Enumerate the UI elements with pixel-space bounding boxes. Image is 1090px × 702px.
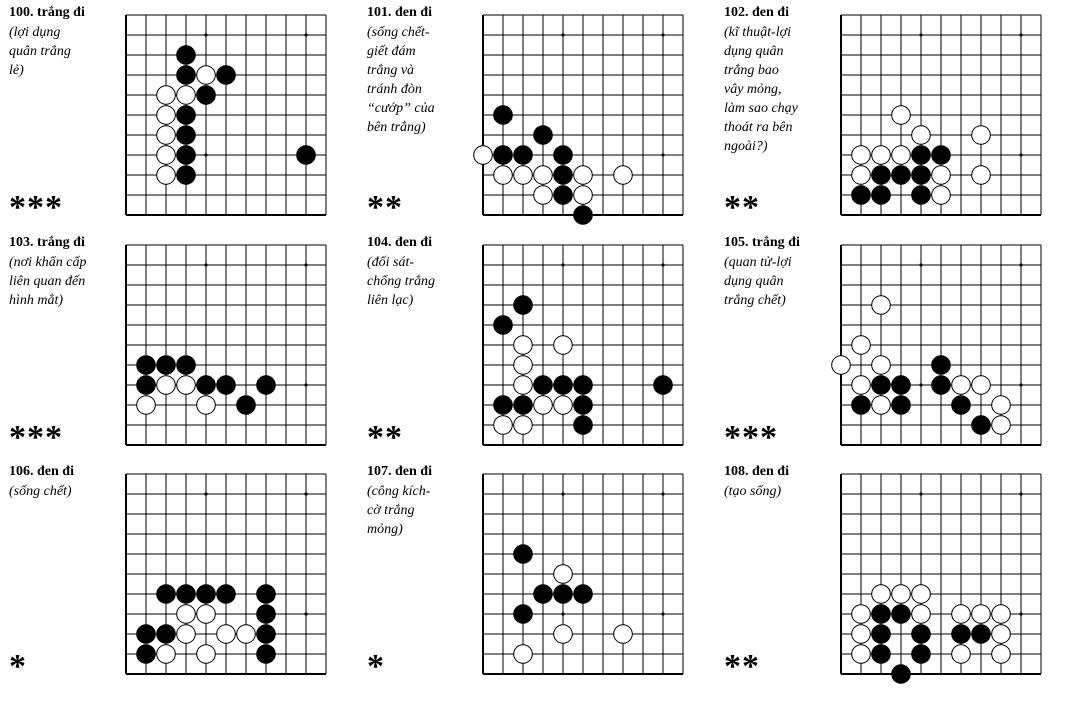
description-line: (đối sát- bbox=[367, 255, 415, 270]
white-stone bbox=[157, 376, 176, 395]
black-stone bbox=[514, 605, 533, 624]
black-stone bbox=[177, 66, 196, 85]
white-stone bbox=[892, 585, 911, 604]
black-stone bbox=[534, 126, 553, 145]
white-stone bbox=[177, 86, 196, 105]
black-stone bbox=[177, 356, 196, 375]
black-stone bbox=[514, 396, 533, 415]
description-line: (tạo sống) bbox=[724, 484, 782, 499]
white-stone bbox=[992, 605, 1011, 624]
to-play-label: đen đi bbox=[37, 464, 74, 479]
description-line: liên lạc) bbox=[367, 293, 414, 308]
star-point bbox=[304, 383, 307, 386]
white-stone bbox=[952, 605, 971, 624]
description-line: ngoài?) bbox=[724, 139, 768, 154]
difficulty-stars: ** bbox=[724, 648, 760, 685]
description-line: (quan tử-lợi bbox=[724, 255, 792, 270]
to-play-label: đen đi bbox=[395, 464, 432, 479]
description-line: quân trắng bbox=[9, 44, 71, 59]
difficulty-stars: * bbox=[9, 648, 27, 685]
black-stone bbox=[197, 86, 216, 105]
black-stone bbox=[872, 376, 891, 395]
description-line: (kĩ thuật-lợi bbox=[724, 25, 791, 40]
problem-title bbox=[9, 235, 85, 251]
white-stone bbox=[872, 146, 891, 165]
go-board bbox=[829, 243, 1043, 457]
black-stone bbox=[257, 376, 276, 395]
white-stone bbox=[157, 146, 176, 165]
description-line: “cướp” của bbox=[367, 101, 435, 116]
white-stone bbox=[157, 166, 176, 185]
problem-title bbox=[367, 235, 432, 251]
black-stone bbox=[554, 166, 573, 185]
problem-number: 103. bbox=[9, 235, 34, 250]
black-stone bbox=[892, 376, 911, 395]
white-stone bbox=[992, 396, 1011, 415]
black-stone bbox=[872, 625, 891, 644]
description-line: trắng bao bbox=[724, 63, 779, 78]
star-point bbox=[1019, 33, 1022, 36]
black-stone bbox=[534, 376, 553, 395]
black-stone bbox=[892, 166, 911, 185]
white-stone bbox=[197, 605, 216, 624]
problem-title bbox=[724, 5, 789, 21]
star-point bbox=[919, 383, 922, 386]
star-point bbox=[661, 33, 664, 36]
black-stone bbox=[494, 316, 513, 335]
problem-description bbox=[9, 482, 119, 501]
go-board bbox=[471, 243, 685, 457]
star-point bbox=[919, 492, 922, 495]
black-stone bbox=[972, 625, 991, 644]
problem-description bbox=[367, 482, 477, 539]
black-stone bbox=[257, 585, 276, 604]
to-play-label: đen đi bbox=[752, 5, 789, 20]
star-point bbox=[204, 33, 207, 36]
white-stone bbox=[832, 356, 851, 375]
description-line: lẻ) bbox=[9, 63, 24, 78]
black-stone bbox=[157, 356, 176, 375]
star-point bbox=[919, 263, 922, 266]
white-stone bbox=[614, 166, 633, 185]
black-stone bbox=[157, 585, 176, 604]
white-stone bbox=[157, 106, 176, 125]
black-stone bbox=[912, 146, 931, 165]
white-stone bbox=[852, 605, 871, 624]
problem-title bbox=[367, 464, 432, 480]
black-stone bbox=[892, 605, 911, 624]
white-stone bbox=[852, 376, 871, 395]
star-point bbox=[1019, 263, 1022, 266]
star-point bbox=[204, 263, 207, 266]
problem-description bbox=[367, 253, 477, 310]
black-stone bbox=[177, 585, 196, 604]
star-point bbox=[919, 33, 922, 36]
white-stone bbox=[514, 645, 533, 664]
white-stone bbox=[952, 645, 971, 664]
black-stone bbox=[872, 605, 891, 624]
white-stone bbox=[197, 396, 216, 415]
black-stone bbox=[574, 376, 593, 395]
description-line: (công kích- bbox=[367, 484, 431, 499]
description-line: tránh đòn bbox=[367, 82, 422, 97]
black-stone bbox=[554, 376, 573, 395]
difficulty-stars: *** bbox=[9, 419, 63, 456]
white-stone bbox=[574, 166, 593, 185]
description-line: làm sao chạy bbox=[724, 101, 798, 116]
black-stone bbox=[912, 166, 931, 185]
white-stone bbox=[912, 605, 931, 624]
white-stone bbox=[534, 186, 553, 205]
difficulty-stars: ** bbox=[367, 419, 403, 456]
white-stone bbox=[177, 376, 196, 395]
white-stone bbox=[992, 645, 1011, 664]
black-stone bbox=[237, 396, 256, 415]
white-stone bbox=[972, 166, 991, 185]
star-point bbox=[561, 33, 564, 36]
white-stone bbox=[872, 396, 891, 415]
white-stone bbox=[554, 336, 573, 355]
problem-number: 102. bbox=[724, 5, 749, 20]
description-line: cờ trắng bbox=[367, 503, 415, 518]
black-stone bbox=[852, 396, 871, 415]
problem-number: 101. bbox=[367, 5, 392, 20]
black-stone bbox=[574, 416, 593, 435]
problem-title bbox=[9, 5, 85, 21]
problem-number: 104. bbox=[367, 235, 392, 250]
description-line: (lợi dụng bbox=[9, 25, 61, 40]
white-stone bbox=[972, 605, 991, 624]
black-stone bbox=[872, 166, 891, 185]
black-stone bbox=[197, 376, 216, 395]
difficulty-stars: ** bbox=[367, 189, 403, 226]
black-stone bbox=[217, 585, 236, 604]
description-line: liên quan đến bbox=[9, 274, 86, 289]
to-play-label: đen đi bbox=[752, 464, 789, 479]
black-stone bbox=[177, 106, 196, 125]
black-stone bbox=[494, 146, 513, 165]
black-stone bbox=[912, 625, 931, 644]
problem-description bbox=[724, 23, 834, 156]
white-stone bbox=[554, 625, 573, 644]
black-stone bbox=[297, 146, 316, 165]
white-stone bbox=[852, 645, 871, 664]
star-point bbox=[304, 33, 307, 36]
go-board bbox=[114, 243, 328, 457]
description-line: dụng quân bbox=[724, 274, 784, 289]
description-line: dụng quân bbox=[724, 44, 784, 59]
white-stone bbox=[157, 126, 176, 145]
white-stone bbox=[177, 625, 196, 644]
black-stone bbox=[554, 146, 573, 165]
black-stone bbox=[912, 186, 931, 205]
white-stone bbox=[157, 86, 176, 105]
white-stone bbox=[197, 66, 216, 85]
white-stone bbox=[932, 186, 951, 205]
black-stone bbox=[257, 625, 276, 644]
star-point bbox=[1019, 612, 1022, 615]
problem-description bbox=[724, 253, 834, 310]
black-stone bbox=[952, 625, 971, 644]
white-stone bbox=[554, 565, 573, 584]
black-stone bbox=[872, 645, 891, 664]
problem-description bbox=[9, 23, 119, 80]
star-point bbox=[304, 492, 307, 495]
difficulty-stars: ** bbox=[724, 189, 760, 226]
white-stone bbox=[852, 166, 871, 185]
star-point bbox=[204, 153, 207, 156]
black-stone bbox=[197, 585, 216, 604]
star-point bbox=[304, 612, 307, 615]
black-stone bbox=[217, 376, 236, 395]
description-line: mỏng) bbox=[367, 522, 403, 537]
description-line: bên trắng) bbox=[367, 120, 426, 135]
black-stone bbox=[932, 356, 951, 375]
black-stone bbox=[932, 146, 951, 165]
problem-number: 107. bbox=[367, 464, 392, 479]
problem-title bbox=[9, 464, 74, 480]
description-line: thoát ra bên bbox=[724, 120, 793, 135]
white-stone bbox=[534, 166, 553, 185]
star-point bbox=[561, 492, 564, 495]
white-stone bbox=[932, 166, 951, 185]
white-stone bbox=[972, 126, 991, 145]
white-stone bbox=[554, 396, 573, 415]
description-line: hình mắt) bbox=[9, 293, 64, 308]
go-board bbox=[114, 13, 328, 227]
description-line: giết đám bbox=[367, 44, 416, 59]
white-stone bbox=[514, 336, 533, 355]
black-stone bbox=[217, 66, 236, 85]
difficulty-stars: *** bbox=[724, 419, 778, 456]
black-stone bbox=[137, 625, 156, 644]
black-stone bbox=[177, 126, 196, 145]
white-stone bbox=[872, 585, 891, 604]
white-stone bbox=[514, 166, 533, 185]
problem-title bbox=[724, 464, 789, 480]
white-stone bbox=[197, 645, 216, 664]
black-stone bbox=[514, 545, 533, 564]
black-stone bbox=[554, 186, 573, 205]
black-stone bbox=[972, 416, 991, 435]
star-point bbox=[304, 263, 307, 266]
to-play-label: đen đi bbox=[395, 235, 432, 250]
black-stone bbox=[177, 166, 196, 185]
problem-title bbox=[367, 5, 432, 21]
to-play-label: trắng đi bbox=[37, 5, 85, 20]
star-point bbox=[204, 492, 207, 495]
star-point bbox=[661, 153, 664, 156]
to-play-label: trắng đi bbox=[752, 235, 800, 250]
black-stone bbox=[257, 645, 276, 664]
white-stone bbox=[474, 146, 493, 165]
white-stone bbox=[217, 625, 236, 644]
black-stone bbox=[137, 376, 156, 395]
white-stone bbox=[892, 146, 911, 165]
go-board bbox=[471, 13, 685, 227]
star-point bbox=[1019, 153, 1022, 156]
white-stone bbox=[992, 625, 1011, 644]
problem-description bbox=[724, 482, 834, 501]
white-stone bbox=[872, 356, 891, 375]
problem-number: 100. bbox=[9, 5, 34, 20]
white-stone bbox=[494, 166, 513, 185]
description-line: chống trắng bbox=[367, 274, 436, 289]
description-line: trắng và bbox=[367, 63, 415, 78]
black-stone bbox=[952, 396, 971, 415]
white-stone bbox=[892, 106, 911, 125]
black-stone bbox=[257, 605, 276, 624]
star-point bbox=[661, 612, 664, 615]
white-stone bbox=[514, 356, 533, 375]
black-stone bbox=[574, 585, 593, 604]
star-point bbox=[561, 612, 564, 615]
problem-description bbox=[9, 253, 119, 310]
white-stone bbox=[992, 416, 1011, 435]
go-board bbox=[829, 472, 1043, 686]
difficulty-stars: * bbox=[367, 648, 385, 685]
black-stone bbox=[852, 186, 871, 205]
black-stone bbox=[574, 396, 593, 415]
white-stone bbox=[852, 625, 871, 644]
white-stone bbox=[157, 645, 176, 664]
black-stone bbox=[872, 186, 891, 205]
white-stone bbox=[912, 585, 931, 604]
problem-title bbox=[724, 235, 800, 251]
white-stone bbox=[137, 396, 156, 415]
white-stone bbox=[872, 296, 891, 315]
difficulty-stars: *** bbox=[9, 189, 63, 226]
go-board bbox=[114, 472, 328, 686]
white-stone bbox=[514, 376, 533, 395]
white-stone bbox=[972, 376, 991, 395]
black-stone bbox=[514, 296, 533, 315]
black-stone bbox=[157, 625, 176, 644]
black-stone bbox=[494, 396, 513, 415]
white-stone bbox=[912, 126, 931, 145]
to-play-label: đen đi bbox=[395, 5, 432, 20]
black-stone bbox=[137, 356, 156, 375]
black-stone bbox=[912, 645, 931, 664]
black-stone bbox=[177, 46, 196, 65]
description-line: trắng chết) bbox=[724, 293, 786, 308]
go-board bbox=[829, 13, 1043, 227]
description-line: (sống chết) bbox=[9, 484, 72, 499]
white-stone bbox=[177, 605, 196, 624]
problem-number: 105. bbox=[724, 235, 749, 250]
black-stone bbox=[892, 396, 911, 415]
white-stone bbox=[494, 416, 513, 435]
white-stone bbox=[614, 625, 633, 644]
black-stone bbox=[554, 585, 573, 604]
description-line: vây mỏng, bbox=[724, 82, 782, 97]
description-line: (sống chết- bbox=[367, 25, 430, 40]
star-point bbox=[1019, 492, 1022, 495]
black-stone bbox=[137, 645, 156, 664]
white-stone bbox=[852, 336, 871, 355]
description-line: (nơi khẩn cấp bbox=[9, 255, 87, 270]
to-play-label: trắng đi bbox=[37, 235, 85, 250]
go-board bbox=[471, 472, 685, 686]
white-stone bbox=[514, 416, 533, 435]
black-stone bbox=[654, 376, 673, 395]
white-stone bbox=[534, 396, 553, 415]
white-stone bbox=[852, 146, 871, 165]
black-stone bbox=[494, 106, 513, 125]
star-point bbox=[661, 492, 664, 495]
problem-number: 106. bbox=[9, 464, 34, 479]
black-stone bbox=[514, 146, 533, 165]
problem-number: 108. bbox=[724, 464, 749, 479]
black-stone bbox=[932, 376, 951, 395]
white-stone bbox=[237, 625, 256, 644]
problem-description bbox=[367, 23, 477, 137]
black-stone bbox=[574, 206, 593, 225]
star-point bbox=[661, 263, 664, 266]
black-stone bbox=[892, 665, 911, 684]
black-stone bbox=[534, 585, 553, 604]
star-point bbox=[1019, 383, 1022, 386]
white-stone bbox=[574, 186, 593, 205]
black-stone bbox=[177, 146, 196, 165]
white-stone bbox=[952, 376, 971, 395]
star-point bbox=[561, 263, 564, 266]
